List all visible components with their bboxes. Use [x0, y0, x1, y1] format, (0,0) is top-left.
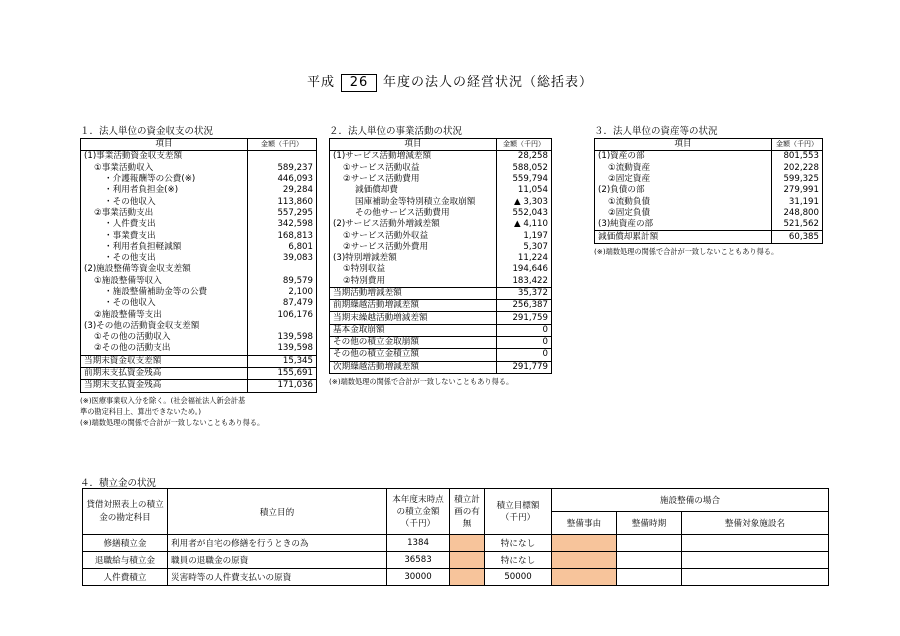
reserve-target-facility [682, 535, 829, 552]
row-value: 1,197 [497, 230, 552, 241]
table-row [81, 309, 317, 320]
total-value: 0 [497, 337, 552, 349]
table-row [595, 185, 823, 196]
table-row [330, 196, 552, 207]
reserve-plan [450, 552, 485, 569]
row-value: 139,598 [248, 343, 317, 355]
reserve-time [617, 569, 682, 586]
col-amount-header: 金額（千円） [772, 139, 823, 151]
row-value: 5,307 [497, 242, 552, 253]
total-label: 当期末資金収支差額 [81, 355, 248, 367]
row-value: 11,054 [497, 185, 552, 196]
table-row [81, 230, 317, 241]
section-assets [594, 123, 823, 257]
row-label: (1)事業活動資金収支差額 [81, 151, 248, 163]
total-label: その他の積立金積立額 [330, 349, 497, 361]
table-row [330, 264, 552, 275]
reserve-account: 修繕積立金 [83, 535, 168, 552]
reserve-plan [450, 569, 485, 586]
activity-table [329, 138, 552, 374]
row-value: 552,043 [497, 208, 552, 219]
row-value [248, 151, 317, 163]
row-label: (3)特別増減差額 [330, 253, 497, 264]
row-value: 521,562 [772, 219, 823, 231]
total-row [81, 380, 317, 392]
table-row [330, 230, 552, 241]
reserve-time [617, 535, 682, 552]
row-value: 168,813 [248, 230, 317, 241]
row-value: 87,479 [248, 298, 317, 309]
row-value: ▲ 4,110 [497, 219, 552, 230]
total-value: 0 [497, 324, 552, 336]
reserve-purpose: 災害時等の人件費支払いの原資 [168, 569, 387, 586]
row-label: (2)サービス活動外増減差額 [330, 219, 497, 230]
row-value: 194,646 [497, 264, 552, 275]
reserve-table [82, 488, 829, 586]
row-value: 589,237 [248, 163, 317, 174]
header-purpose: 積立目的 [168, 489, 387, 535]
table-row [81, 185, 317, 196]
total-label: 当期末支払資金残高 [81, 380, 248, 392]
row-value: 2,100 [248, 287, 317, 298]
table-row [330, 242, 552, 253]
row-value: 202,228 [772, 163, 823, 174]
section-2-note: (※)端数処理の関係で合計が一致しないこともあり得る。 [329, 376, 514, 386]
reserve-balance: 1384 [387, 535, 450, 552]
table-row [81, 276, 317, 287]
table-row [330, 276, 552, 288]
reserve-purpose: 職員の退職金の原資 [168, 552, 387, 569]
total-value: 291,759 [497, 312, 552, 324]
row-label: ①サービス活動外収益 [330, 230, 497, 241]
total-value: 15,345 [248, 355, 317, 367]
row-label: ①その他の活動収入 [81, 332, 248, 343]
header-balance: 本年度末時点の積立金額（千円） [387, 489, 450, 535]
total-label: 前期繰越活動増減差額 [330, 300, 497, 312]
reserve-target-facility [682, 552, 829, 569]
total-row [330, 312, 552, 324]
table-row [595, 151, 823, 163]
assets-table [594, 138, 823, 244]
row-label: ②固定負債 [595, 208, 772, 219]
total-value: 35,372 [497, 287, 552, 299]
table-row [81, 287, 317, 298]
row-value: 89,579 [248, 276, 317, 287]
row-label: 減価償却費 [330, 185, 497, 196]
row-label: ・人件費支出 [81, 219, 248, 230]
row-label: ①特別収益 [330, 264, 497, 275]
row-value: 559,794 [497, 174, 552, 185]
row-value: 183,422 [497, 276, 552, 288]
total-value: 171,036 [248, 380, 317, 392]
row-label: (3)純資産の部 [595, 219, 772, 231]
header-account: 貸借対照表上の積立金の勘定科目 [83, 489, 168, 535]
section-4-heading: ４．積立金の状況 [80, 478, 157, 489]
col-item-header: 項目 [595, 139, 772, 151]
row-value: 106,176 [248, 309, 317, 320]
total-row [81, 355, 317, 367]
total-label: 次期繰越活動増減差額 [330, 361, 497, 373]
total-row [595, 231, 823, 243]
table-row [595, 174, 823, 185]
row-label: ・介護報酬等の公費(※) [81, 174, 248, 185]
table-row [81, 321, 317, 332]
page-title [0, 71, 900, 92]
note-1: (※)医療事業収入分を除く。(社会福祉法人新会計基 [80, 395, 246, 405]
title-suffix: 年度の法人の経営状況（総括表） [383, 75, 594, 90]
total-value: 155,691 [248, 367, 317, 379]
reserve-balance: 30000 [387, 569, 450, 586]
row-value: 113,860 [248, 196, 317, 207]
row-label: ②特別費用 [330, 276, 497, 288]
row-label: ・施設整備補助金等の公費 [81, 287, 248, 298]
total-value: 291,779 [497, 361, 552, 373]
row-label: ・その他収入 [81, 298, 248, 309]
table-row [81, 219, 317, 230]
header-target: 積立目標額（千円） [485, 489, 552, 535]
row-label: (1)資産の部 [595, 151, 772, 163]
table-row [81, 196, 317, 207]
header-plan: 積立計画の有無 [450, 489, 485, 535]
row-value [248, 264, 317, 275]
row-value: 801,553 [772, 151, 823, 163]
row-label: ②サービス活動費用 [330, 174, 497, 185]
title-prefix: 平成 [306, 75, 335, 90]
reserve-row [83, 535, 829, 552]
row-label: 国庫補助金等特別積立金取崩額 [330, 196, 497, 207]
reserve-reason [552, 552, 617, 569]
table-row [330, 174, 552, 185]
row-value [248, 321, 317, 332]
table-row [81, 298, 317, 309]
reserve-target: 50000 [485, 569, 552, 586]
table-row [595, 196, 823, 207]
table-row [330, 163, 552, 174]
section-activity [329, 123, 552, 387]
row-label: ①流動資産 [595, 163, 772, 174]
table-row [330, 253, 552, 264]
section-1-notes [80, 395, 320, 428]
table-row [81, 264, 317, 275]
row-value: 599,325 [772, 174, 823, 185]
table-row [595, 163, 823, 174]
row-label: ②サービス活動外費用 [330, 242, 497, 253]
cash-flow-table [80, 138, 317, 393]
row-label: ②事業活動支出 [81, 208, 248, 219]
table-row [81, 174, 317, 185]
total-value: 256,387 [497, 300, 552, 312]
table-row [330, 185, 552, 196]
row-label: (1)サービス活動増減差額 [330, 151, 497, 163]
col-amount-header: 金額（千円） [497, 139, 552, 151]
total-row [330, 300, 552, 312]
total-label: 前期末支払資金残高 [81, 367, 248, 379]
row-label: ①施設整備等収入 [81, 276, 248, 287]
total-value: 0 [497, 349, 552, 361]
reserve-plan [450, 535, 485, 552]
note-2: 準の勘定科目上、算出できないため。) [80, 406, 202, 416]
table-row [81, 343, 317, 355]
col-item-header: 項目 [330, 139, 497, 151]
reserve-target: 特になし [485, 535, 552, 552]
total-row [330, 287, 552, 299]
table-row [81, 151, 317, 163]
row-label: (2)施設整備等資金収支差額 [81, 264, 248, 275]
reserve-account: 退職給与積立金 [83, 552, 168, 569]
reserve-balance: 36583 [387, 552, 450, 569]
row-label: その他サービス活動費用 [330, 208, 497, 219]
table-row [81, 208, 317, 219]
section-3-note: (※)端数処理の関係で合計が一致しないこともあり得る。 [594, 246, 779, 256]
row-label: ・その他収入 [81, 196, 248, 207]
total-row [330, 337, 552, 349]
total-row [81, 367, 317, 379]
row-value: 28,258 [497, 151, 552, 163]
table-row [595, 208, 823, 219]
row-label: ・利用者負担金(※) [81, 185, 248, 196]
total-row [330, 324, 552, 336]
section-cash-flow [80, 123, 320, 428]
table-row [330, 208, 552, 219]
row-label: ・利用者負担軽減額 [81, 242, 248, 253]
row-value: 279,991 [772, 185, 823, 196]
total-row [330, 361, 552, 373]
row-value: 11,224 [497, 253, 552, 264]
row-value: 39,083 [248, 253, 317, 264]
header-target-facility: 整備対象施設名 [682, 512, 829, 535]
row-label: (2)負債の部 [595, 185, 772, 196]
table-row [81, 163, 317, 174]
table-row [81, 253, 317, 264]
reserve-row [83, 569, 829, 586]
row-value: 588,052 [497, 163, 552, 174]
row-value: 342,598 [248, 219, 317, 230]
table-row [330, 219, 552, 230]
row-value: 248,800 [772, 208, 823, 219]
reserve-target-facility [682, 569, 829, 586]
row-value: 31,191 [772, 196, 823, 207]
reserve-account: 人件費積立 [83, 569, 168, 586]
table-row [81, 242, 317, 253]
total-label: 減価償却累計額 [595, 231, 772, 243]
reserve-purpose: 利用者が自宅の修繕を行うときの為 [168, 535, 387, 552]
table-row [330, 151, 552, 163]
row-label: ①サービス活動収益 [330, 163, 497, 174]
row-label: ②固定資産 [595, 174, 772, 185]
row-value: ▲ 3,303 [497, 196, 552, 207]
row-value: 6,801 [248, 242, 317, 253]
total-label: 当期末繰越活動増減差額 [330, 312, 497, 324]
header-time: 整備時期 [617, 512, 682, 535]
table-row [595, 219, 823, 231]
title-year: 26 [341, 74, 377, 92]
header-reason: 整備事由 [552, 512, 617, 535]
total-label: 基本金取崩額 [330, 324, 497, 336]
reserve-row [83, 552, 829, 569]
total-row [330, 349, 552, 361]
row-value: 139,598 [248, 332, 317, 343]
row-label: ②その他の活動支出 [81, 343, 248, 355]
row-label: (3)その他の活動資金収支差額 [81, 321, 248, 332]
total-label: その他の積立金取崩額 [330, 337, 497, 349]
header-facility: 施設整備の場合 [552, 489, 829, 512]
reserve-reason [552, 569, 617, 586]
total-label: 当期活動増減差額 [330, 287, 497, 299]
row-label: ・事業費支出 [81, 230, 248, 241]
row-label: ②施設整備等支出 [81, 309, 248, 320]
total-value: 60,385 [772, 231, 823, 243]
row-value: 446,093 [248, 174, 317, 185]
row-label: ①流動負債 [595, 196, 772, 207]
section-2-heading: ２．法人単位の事業活動の状況 [329, 126, 463, 137]
section-3-heading: ３．法人単位の資産等の状況 [594, 126, 718, 137]
col-item-header: 項目 [81, 139, 248, 151]
row-label: ・その他支出 [81, 253, 248, 264]
note-3: (※)端数処理の関係で合計が一致しないこともあり得る。 [80, 417, 265, 427]
row-label: ①事業活動収入 [81, 163, 248, 174]
reserve-target: 特になし [485, 552, 552, 569]
row-value: 29,284 [248, 185, 317, 196]
table-row [81, 332, 317, 343]
reserve-time [617, 552, 682, 569]
section-1-heading: １．法人単位の資金収支の状況 [80, 126, 214, 137]
col-amount-header: 金額（千円） [248, 139, 317, 151]
row-value: 557,295 [248, 208, 317, 219]
reserve-reason [552, 535, 617, 552]
